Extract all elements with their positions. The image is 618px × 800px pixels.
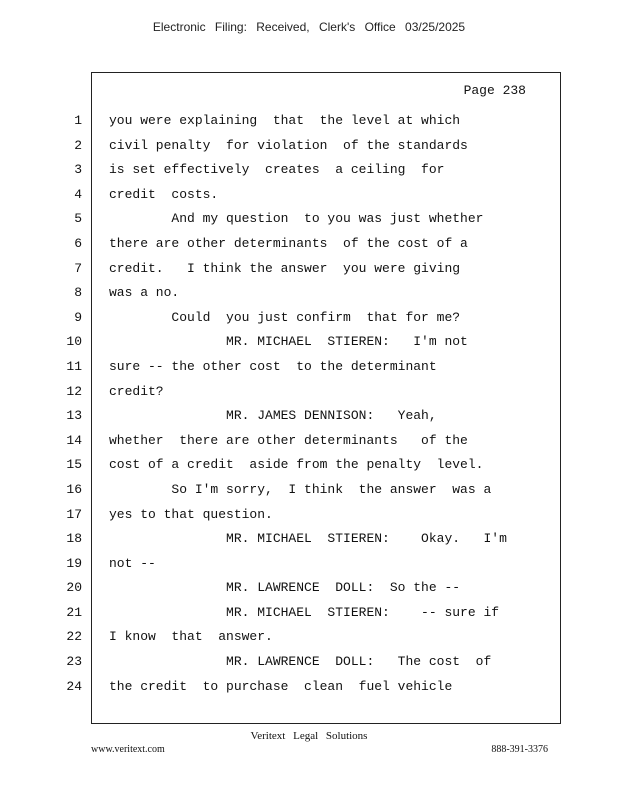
transcript-line: credit costs. <box>109 186 219 202</box>
transcript-line: yes to that question. <box>109 506 273 522</box>
transcript-line: not -- <box>109 555 156 571</box>
line-number: 7 <box>74 260 82 276</box>
transcript-line: credit. I think the answer you were giving <box>109 260 461 276</box>
transcript-line: sure -- the other cost to the determinant <box>109 358 437 374</box>
line-number: 8 <box>74 285 82 301</box>
line-number: 1 <box>74 113 82 128</box>
transcript-line: And my question to you was just whether <box>109 211 484 227</box>
transcript-line: So I'm sorry, I think the answer was a <box>109 481 492 497</box>
transcript-line: there are other determinants of the cost of a <box>109 235 468 251</box>
line-number: 4 <box>74 186 82 202</box>
footer-phone: 888-391-3376 <box>491 744 548 755</box>
line-number: 11 <box>66 358 82 374</box>
line-number: 13 <box>66 408 82 424</box>
transcript-line: MR. LAWRENCE DOLL: So the -- <box>109 580 461 596</box>
footer-company: Veritext Legal Solutions <box>250 730 368 742</box>
line-number: 6 <box>74 235 82 251</box>
line-number: 21 <box>66 604 82 620</box>
transcript-line: the credit to purchase clean fuel vehicle <box>109 678 453 694</box>
line-number: 2 <box>74 137 82 153</box>
transcript-line: MR. MICHAEL STIEREN: I'm not <box>109 334 468 350</box>
line-number: 5 <box>74 211 82 227</box>
line-number: 10 <box>66 334 82 350</box>
transcript-text <box>109 112 549 702</box>
line-number: 24 <box>66 678 82 694</box>
transcript-line: is set effectively creates a ceiling for <box>109 162 445 178</box>
transcript-line: cost of a credit aside from the penalty level. <box>109 457 484 473</box>
line-number: 23 <box>66 654 82 670</box>
transcript-line: Could you just confirm that for me? <box>109 309 461 325</box>
line-number: 14 <box>66 432 82 448</box>
transcript-line: civil penalty for violation of the standards <box>109 137 468 153</box>
transcript-line: you were explaining that the level at which <box>109 113 461 128</box>
transcript-line: MR. MICHAEL STIEREN: Okay. I'm <box>109 531 507 547</box>
transcript-line: was a no. <box>109 285 180 301</box>
transcript-line: MR. LAWRENCE DOLL: The cost of <box>109 654 492 670</box>
line-number: 3 <box>74 162 82 178</box>
line-number: 18 <box>66 531 82 547</box>
line-number: 16 <box>66 481 82 497</box>
line-number-column <box>60 112 82 702</box>
transcript-line: credit? <box>109 383 164 399</box>
page-number: Page 238 <box>463 83 526 98</box>
footer-website: www.veritext.com <box>91 744 165 755</box>
transcript-line: I know that answer. <box>109 629 273 645</box>
line-number: 22 <box>66 629 82 645</box>
line-number: 9 <box>74 309 82 325</box>
transcript-line: MR. JAMES DENNISON: Yeah, <box>109 408 437 424</box>
line-number: 20 <box>66 580 82 596</box>
transcript-line: whether there are other determinants of the <box>109 432 468 448</box>
filing-stamp-header: Electronic Filing: Received, Clerk's Office 03/25/2025 <box>152 20 466 34</box>
line-number: 15 <box>66 457 82 473</box>
line-number: 12 <box>66 383 82 399</box>
line-number: 17 <box>66 506 82 522</box>
transcript-line: MR. MICHAEL STIEREN: -- sure if <box>109 604 500 620</box>
line-number: 19 <box>66 555 82 571</box>
